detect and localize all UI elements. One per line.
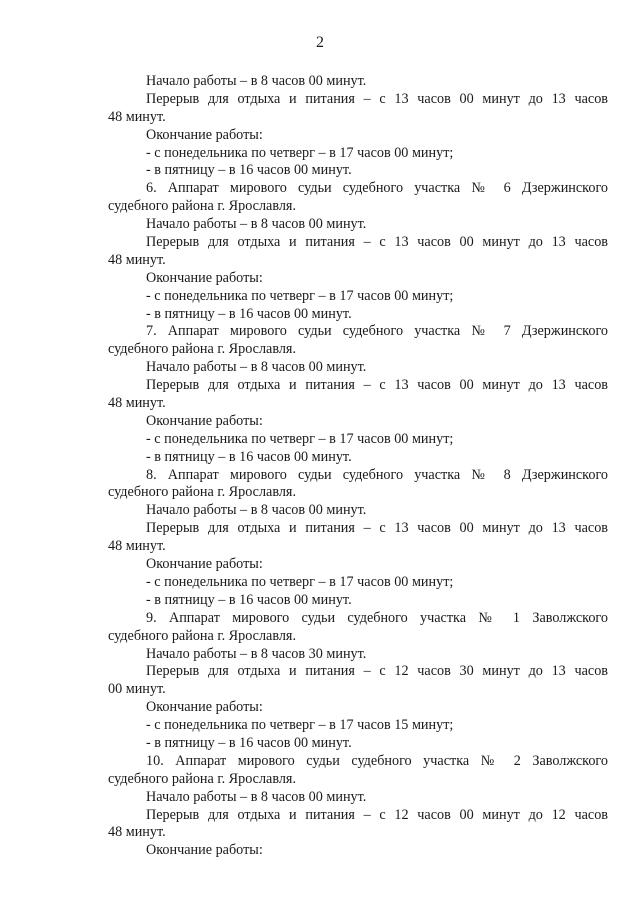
text-line: - с понедельника по четверг – в 17 часов 00 минут; xyxy=(146,287,454,304)
text-line: 9. Аппарат мирового судьи судебного участка № 1 Заволжского xyxy=(146,609,608,626)
text-line: - с понедельника по четверг – в 17 часов 00 минут; xyxy=(146,430,454,447)
text-line: Окончание работы: xyxy=(146,699,263,716)
text-line: Окончание работы: xyxy=(146,269,263,286)
text-line: 8. Аппарат мирового судьи судебного участка № 8 Дзержинского xyxy=(146,466,608,483)
text-line: Начало работы – в 8 часов 00 минут. xyxy=(146,359,367,376)
text-line: Начало работы – в 8 часов 00 минут. xyxy=(146,502,367,519)
text-line: 00 минут. xyxy=(108,681,166,698)
text-line: 6. Аппарат мирового судьи судебного участка № 6 Дзержинского xyxy=(146,180,608,197)
text-line: судебного района г. Ярославля. xyxy=(108,770,297,787)
page-number: 2 xyxy=(316,34,324,51)
text-line: - с понедельника по четверг – в 17 часов 00 минут; xyxy=(146,144,454,161)
text-line: - в пятницу – в 16 часов 00 минут. xyxy=(146,734,352,751)
text-line: 48 минут. xyxy=(108,824,166,841)
text-line: - в пятницу – в 16 часов 00 минут. xyxy=(146,162,352,179)
text-line: 7. Аппарат мирового судьи судебного участка № 7 Дзержинского xyxy=(146,323,608,340)
text-line: судебного района г. Ярославля. xyxy=(108,627,297,644)
text-line: - в пятницу – в 16 часов 00 минут. xyxy=(146,591,352,608)
text-line: 48 минут. xyxy=(108,395,166,412)
text-line: 48 минут. xyxy=(108,108,166,125)
text-line: Перерыв для отдыха и питания – с 13 часов 00 минут до 13 часов xyxy=(146,520,608,537)
text-line: судебного района г. Ярославля. xyxy=(108,484,297,501)
text-line: Начало работы – в 8 часов 00 минут. xyxy=(146,216,367,233)
text-line: судебного района г. Ярославля. xyxy=(108,341,297,358)
text-line: 10. Аппарат мирового судьи судебного участка № 2 Заволжского xyxy=(146,752,608,769)
text-line: 48 минут. xyxy=(108,251,166,268)
text-line: Окончание работы: xyxy=(146,412,263,429)
text-line: Начало работы – в 8 часов 00 минут. xyxy=(146,788,367,805)
text-line: Перерыв для отдыха и питания – с 13 часов 00 минут до 13 часов xyxy=(146,377,608,394)
text-line: Окончание работы: xyxy=(146,126,263,143)
text-line: Перерыв для отдыха и питания – с 12 часов 30 минут до 13 часов xyxy=(146,663,608,680)
text-line: Окончание работы: xyxy=(146,842,263,859)
text-line: - с понедельника по четверг – в 17 часов 15 минут; xyxy=(146,717,454,734)
text-line: Окончание работы: xyxy=(146,556,263,573)
text-line: Перерыв для отдыха и питания – с 13 часов 00 минут до 13 часов xyxy=(146,90,608,107)
document-body xyxy=(108,73,608,860)
text-line: - с понедельника по четверг – в 17 часов 00 минут; xyxy=(146,573,454,590)
text-line: Начало работы – в 8 часов 00 минут. xyxy=(146,73,367,89)
text-line: - в пятницу – в 16 часов 00 минут. xyxy=(146,448,352,465)
text-line: - в пятницу – в 16 часов 00 минут. xyxy=(146,305,352,322)
text-line: Перерыв для отдыха и питания – с 12 часов 00 минут до 12 часов xyxy=(146,806,608,823)
text-line: Перерыв для отдыха и питания – с 13 часов 00 минут до 13 часов xyxy=(146,234,608,251)
text-line: судебного района г. Ярославля. xyxy=(108,198,297,215)
text-line: 48 минут. xyxy=(108,538,166,555)
text-line: Начало работы – в 8 часов 30 минут. xyxy=(146,645,367,662)
